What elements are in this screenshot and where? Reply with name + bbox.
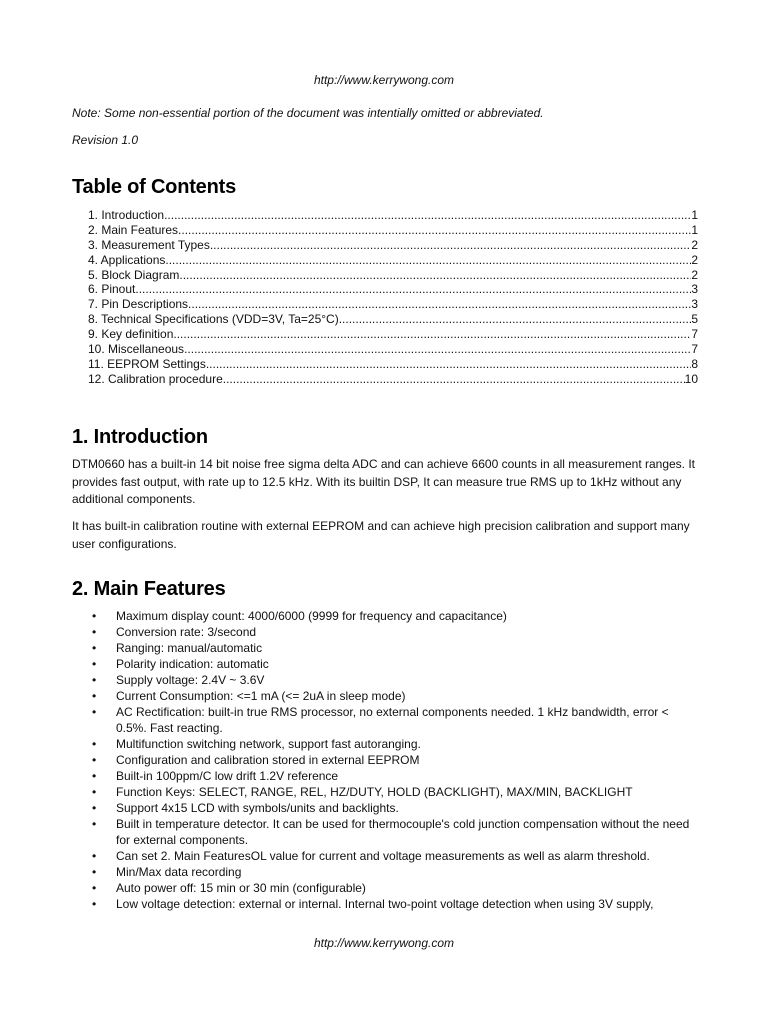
toc-leader-dots xyxy=(184,342,691,357)
feature-item xyxy=(72,864,702,880)
feature-item xyxy=(72,848,702,864)
toc-leader-dots xyxy=(178,223,691,238)
intro-paragraph-2: It has built-in calibration routine with external EEPROM and can achieve high precision calibration and support many user configurations. xyxy=(72,519,690,551)
toc-leader-dots xyxy=(173,327,691,342)
revision-label: Revision 1.0 xyxy=(72,133,139,147)
toc-leader-dots xyxy=(135,282,691,297)
toc-entry-page: 2 xyxy=(691,237,698,252)
toc-entry-label: 2. Main Features xyxy=(88,222,179,237)
feature-item-text: Low voltage detection: external or internal. Internal two-point voltage detection when using 3V supply, xyxy=(116,897,654,911)
feature-item-text: AC Rectification: built-in true RMS processor, no external components needed. 1 kHz bandwidth, error < 0.5%. Fast reacting. xyxy=(116,705,669,735)
footer-url[interactable]: http://www.kerrywong.com xyxy=(313,936,455,950)
toc-title: Table of Contents xyxy=(72,176,237,198)
feature-item-text: Built in temperature detector. It can be used for thermocouple's cold junction compensation without the need for external components. xyxy=(116,817,690,847)
toc-entry-page: 3 xyxy=(691,297,698,312)
section-introduction-heading: 1. Introduction xyxy=(72,426,208,448)
toc-entry[interactable] xyxy=(88,282,698,297)
feature-item-text: Function Keys: SELECT, RANGE, REL, HZ/DUTY, HOLD (BACKLIGHT), MAX/MIN, BACKLIGHT xyxy=(116,785,633,799)
bullet-icon: • xyxy=(92,849,97,863)
omission-note: Note: Some non-essential portion of the document was intentially omitted or abbreviated. xyxy=(72,106,544,120)
toc-entry-label: 12. Calibration procedure xyxy=(88,371,223,386)
feature-item xyxy=(72,768,702,784)
feature-item xyxy=(72,640,702,656)
toc-entry-label: 1. Introduction xyxy=(88,208,165,222)
feature-item-text: Multifunction switching network, support fast autoranging. xyxy=(116,737,421,751)
toc-entry-label: 8. Technical Specifications (VDD=3V, Ta=25°C) xyxy=(88,312,339,327)
table-of-contents xyxy=(88,208,698,387)
bullet-icon: • xyxy=(92,737,97,751)
feature-list xyxy=(72,608,702,912)
bullet-icon: • xyxy=(92,657,97,671)
toc-leader-dots xyxy=(165,253,691,268)
toc-leader-dots xyxy=(210,238,691,253)
toc-entry-page: 8 xyxy=(691,356,698,371)
bullet-icon: • xyxy=(92,705,97,719)
bullet-icon: • xyxy=(92,865,97,879)
feature-item xyxy=(72,736,702,752)
toc-entry-label: 10. Miscellaneous xyxy=(88,342,185,357)
toc-entry-page: 10 xyxy=(684,371,698,386)
feature-item-text: Auto power off: 15 min or 30 min (configurable) xyxy=(116,881,366,895)
toc-entry-page: 5 xyxy=(691,312,698,327)
bullet-icon: • xyxy=(92,769,97,783)
feature-item xyxy=(72,656,702,672)
feature-item-text: Conversion rate: 3/second xyxy=(116,625,257,639)
feature-item xyxy=(72,608,702,624)
bullet-icon: • xyxy=(92,785,97,799)
feature-item xyxy=(72,672,702,688)
toc-entry[interactable] xyxy=(88,223,698,238)
toc-entry-label: 4. Applications xyxy=(88,252,166,267)
toc-entry-label: 7. Pin Descriptions xyxy=(88,297,189,312)
toc-entry-label: 11. EEPROM Settings xyxy=(88,356,206,371)
bullet-icon: • xyxy=(92,609,97,623)
toc-entry[interactable] xyxy=(88,312,698,327)
toc-entry-page: 2 xyxy=(691,267,698,282)
toc-entry-label: 5. Block Diagram xyxy=(88,267,180,282)
toc-entry-label: 3. Measurement Types xyxy=(88,237,210,252)
feature-item-text: Polarity indication: automatic xyxy=(116,657,269,671)
bullet-icon: • xyxy=(92,897,97,911)
feature-item xyxy=(72,880,702,896)
feature-item-text: Supply voltage: 2.4V ~ 3.6V xyxy=(116,673,265,687)
feature-item xyxy=(72,624,702,640)
feature-item xyxy=(72,752,702,768)
toc-leader-dots xyxy=(179,268,691,283)
toc-entry[interactable] xyxy=(88,357,698,372)
feature-item xyxy=(72,784,702,800)
feature-item xyxy=(72,800,702,816)
bullet-icon: • xyxy=(92,753,97,767)
toc-entry-label: 9. Key definition xyxy=(88,327,174,342)
toc-entry[interactable] xyxy=(88,372,698,387)
feature-item-text: Can set 2. Main FeaturesOL value for current and voltage measurements as well as alarm threshold. xyxy=(116,849,650,863)
feature-item-text: Min/Max data recording xyxy=(116,865,242,879)
toc-entry[interactable] xyxy=(88,342,698,357)
toc-leader-dots xyxy=(188,297,691,312)
feature-item xyxy=(72,704,702,736)
feature-item-text: Built-in 100ppm/C low drift 1.2V reference xyxy=(116,769,339,783)
feature-item xyxy=(72,816,702,848)
toc-entry-page: 7 xyxy=(691,342,698,357)
toc-entry[interactable] xyxy=(88,238,698,253)
toc-entry[interactable] xyxy=(88,253,698,268)
feature-item xyxy=(72,896,702,912)
toc-entry-page: 1 xyxy=(691,222,698,237)
toc-entry-page: 7 xyxy=(691,327,698,342)
header-url[interactable]: http://www.kerrywong.com xyxy=(313,73,455,87)
toc-leader-dots xyxy=(164,208,691,223)
toc-entry[interactable] xyxy=(88,208,698,223)
feature-item-text: Support 4x15 LCD with symbols/units and backlights. xyxy=(116,801,399,815)
feature-item-text: Current Consumption: <=1 mA (<= 2uA in sleep mode) xyxy=(116,689,406,703)
bullet-icon: • xyxy=(92,801,97,815)
bullet-icon: • xyxy=(92,673,97,687)
toc-entry[interactable] xyxy=(88,297,698,312)
toc-entry[interactable] xyxy=(88,327,698,342)
intro-paragraph-1: DTM0660 has a built-in 14 bit noise free sigma delta ADC and can achieve 6600 counts in all measurement ranges. It provides fast output, with rate up to 12.5 kHz. With its builtin DSP, It can measure true RMS up to 1kHz without any additional components. xyxy=(72,457,696,506)
toc-leader-dots xyxy=(223,372,685,387)
toc-leader-dots xyxy=(206,357,691,372)
bullet-icon: • xyxy=(92,689,97,703)
bullet-icon: • xyxy=(92,641,97,655)
feature-item-text: Ranging: manual/automatic xyxy=(116,641,263,655)
toc-entry-page: 3 xyxy=(691,282,698,297)
toc-entry-label: 6. Pinout xyxy=(88,282,136,297)
bullet-icon: • xyxy=(92,817,97,831)
toc-entry-page: 1 xyxy=(691,208,698,222)
toc-entry[interactable] xyxy=(88,268,698,283)
bullet-icon: • xyxy=(92,625,97,639)
feature-item-text: Configuration and calibration stored in external EEPROM xyxy=(116,753,420,767)
toc-leader-dots xyxy=(339,312,692,327)
feature-item-text: Maximum display count: 4000/6000 (9999 for frequency and capacitance) xyxy=(116,609,507,623)
feature-item xyxy=(72,688,702,704)
toc-entry-page: 2 xyxy=(691,252,698,267)
section-main-features-heading: 2. Main Features xyxy=(72,578,226,600)
bullet-icon: • xyxy=(92,881,97,895)
